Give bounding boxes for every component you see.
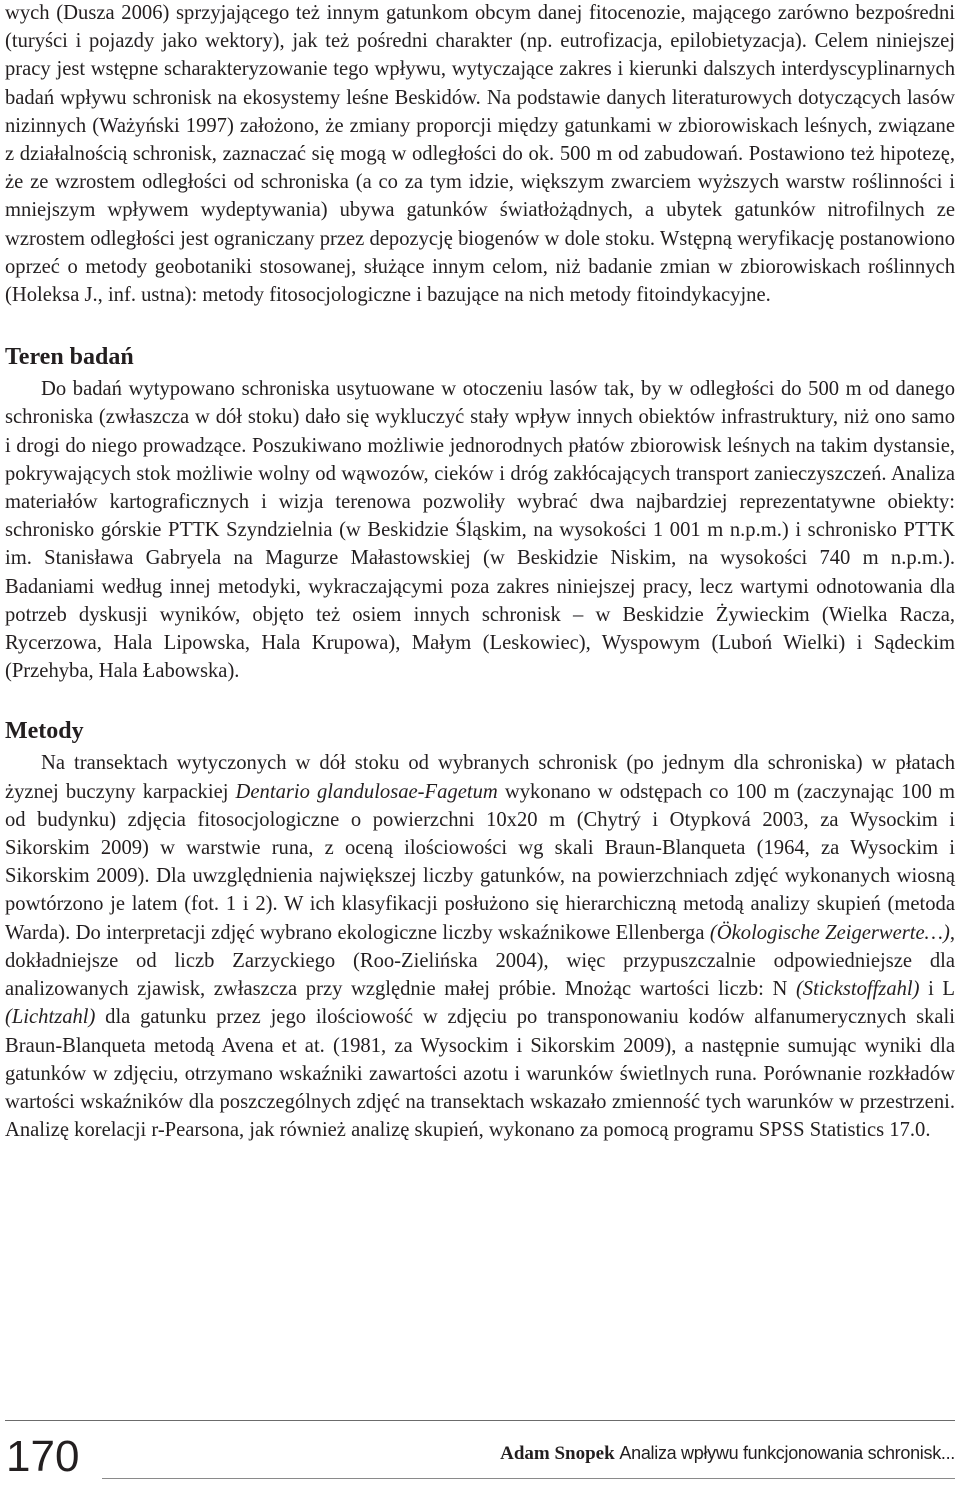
- running-head-title: Analiza wpływu funkcjonowania schronisk...: [619, 1443, 955, 1463]
- metody-text-2: wykonano w odstępach co 100 m (zaczynając 100 m od budynku) zdjęcia fitosocjologiczne o powierzchni 10x20 m (Chytrý i Otypková 2003, za Wysockim i Sikorskim 2009) w warstwie runa, z oceną ilościowości wg skali Braun-Blanqueta (1964, za Wysockim i Sikorskim 2009). Dla uwzględnienia największej liczby gatunków, na powierzchniach zdjęć wykonanych wiosną powtórzono je latem (fot. 1 i 2). W ich klasyfikacji posłużono się hierarchiczną metodą analizy skupień (metoda Warda). Do interpretacji zdjęć wybrano ekologiczne liczby wskaźnikowe Ellenberga: [5, 780, 956, 944]
- footer-divider: [5, 1420, 955, 1421]
- latin-species-name: Dentario glandulosae-Fagetum: [235, 780, 498, 803]
- page-number: 170: [6, 1432, 80, 1481]
- metody-text-4: i L: [919, 978, 955, 1001]
- nitrogen-term: (Stickstoffzahl): [795, 978, 920, 1001]
- running-head: [500, 1441, 955, 1466]
- metody-paragraph: [5, 749, 955, 1144]
- light-term: (Lichtzahl): [5, 1006, 96, 1029]
- running-head-author: Adam Snopek: [500, 1443, 615, 1464]
- intro-paragraph: wych (Dusza 2006) sprzyjającego też innym gatunkom obcym danej fitocenozie, mającego zarówno bezpośredni (turyści i pojazdy jako wektory), jak też pośredni charakter (np. eutrofizacja, epilobietyzacja). Celem niniejszej pracy jest wstępne scharakteryzowanie tego wpływu, wytyczające zakres i kierunki dalszych interdyscyplinarnych badań wpływu schronisk na ekosystemy leśne Beskidów. Na podstawie danych literaturowych dotyczących lasów nizinnych (Ważyński 1997) założono, że zmiany proporcji między gatunkami w zbiorowiskach leśnych, związane z działalnością schronisk, zaznaczać się mogą w odległości do ok. 500 m od zabudowań. Postawiono też hipotezę, że ze wzrostem odległości od schroniska (a co za tym idzie, większym zwarciem wyższych warstw roślinności i mniejszym wpływem wydeptywania) ubywa gatunków światłożądnych, a ubytek gatunków nitrofilnych ze wzrostem odległości jest ograniczany przez depozycję biogenów w dole stoku. Wstępną weryfikację postanowiono oprzeć o metody geobotaniki stosowanej, służące innym celom, niż badanie zmian w zbiorowiskach roślinnych (Holeksa J., inf. ustna): metody fitosocjologiczne i bazujące na nich metody fitoindykacyjne.: [5, 2, 955, 307]
- running-head-underline: [102, 1478, 955, 1479]
- teren-paragraph: Do badań wytypowano schroniska usytuowane w otoczeniu lasów tak, by w odległości do 500 m od danego schroniska (zwłaszcza w dół stoku) dało się wykluczyć stały wpływ innych obiektów infrastruktury, niż ono samo i drogi do niego prowadzące. Poszukiwano możliwie jednorodnych płatów zbiorowisk leśnych na takim dystansie, pokrywających stok możliwie wolny od wąwozów, cieków i dróg zakłócających transport zanieczyszczeń. Analiza materiałów kartograficznych i wizja terenowa pozwoliły wybrać dwa najbardziej reprezentatywne obiekty: schronisko górskie PTTK Szyndzielnia (w Beskidzie Śląskim, na wysokości 1 001 m n.p.m.) i schronisko PTTK im. Stanisława Gabryela na Magurze Małastowskiej (w Beskidzie Niskim, na wysokości 740 m n.p.m.). Badaniami według innej metodyki, wykraczającymi poza zakres niniejszej pracy, lecz wartymi odnotowania dla potrzeb dyskusji wyników, objęto też osiem innych schronisk – w Beskidzie Żywieckim (Wielka Racza, Rycerzowa, Hala Lipowska, Hala Krupowa), Małym (Leskowiec), Wyspowym (Luboń Wielki) i Sądeckim (Przehyba, Hala Łabowska).: [5, 378, 955, 683]
- metody-text-1: Na transektach wytyczonych w dół stoku od wybranych schronisk (po jednym dla schroniska) w płatach żyznej buczyny karpackiej: [5, 752, 955, 803]
- ellenberg-work-title: (Ökologische Zeigerwerte…): [709, 921, 950, 944]
- metody-text-5: dla gatunku przez jego ilościowość w zdjęciu po transponowaniu kodów alfanumerycznych skali Braun-Blanqueta metodą Avena et at. (1981, za Wysockim i Sikorskim 2009), a następnie sumując wyniki dla gatunków w zdjęciu, otrzymano wskaźniki zawartości azotu i warunków świetlnych runa. Porównanie rozkładów wartości wskaźników dla poszczególnych zdjęć na transektach wskazało zmienność tych warunków w przestrzeni. Analizę korelacji r-Pearsona, jak również analizę skupień, wykonano za pomocą programu SPSS Statistics 17.0.: [5, 1006, 955, 1142]
- article-page: [5, 0, 955, 1144]
- section-heading-teren: Teren badań: [5, 344, 134, 371]
- section-heading-metody: Metody: [5, 718, 84, 745]
- metody-text-3: , dokładniejsze od liczb Zarzyckiego (Roo-Zielińska 2004), więc przypuszczalnie odpowiedniejsze dla analizowanych zjawisk, zwłaszcza przy względnie małej próbie. Mnożąc wartości liczb: N: [5, 921, 955, 1001]
